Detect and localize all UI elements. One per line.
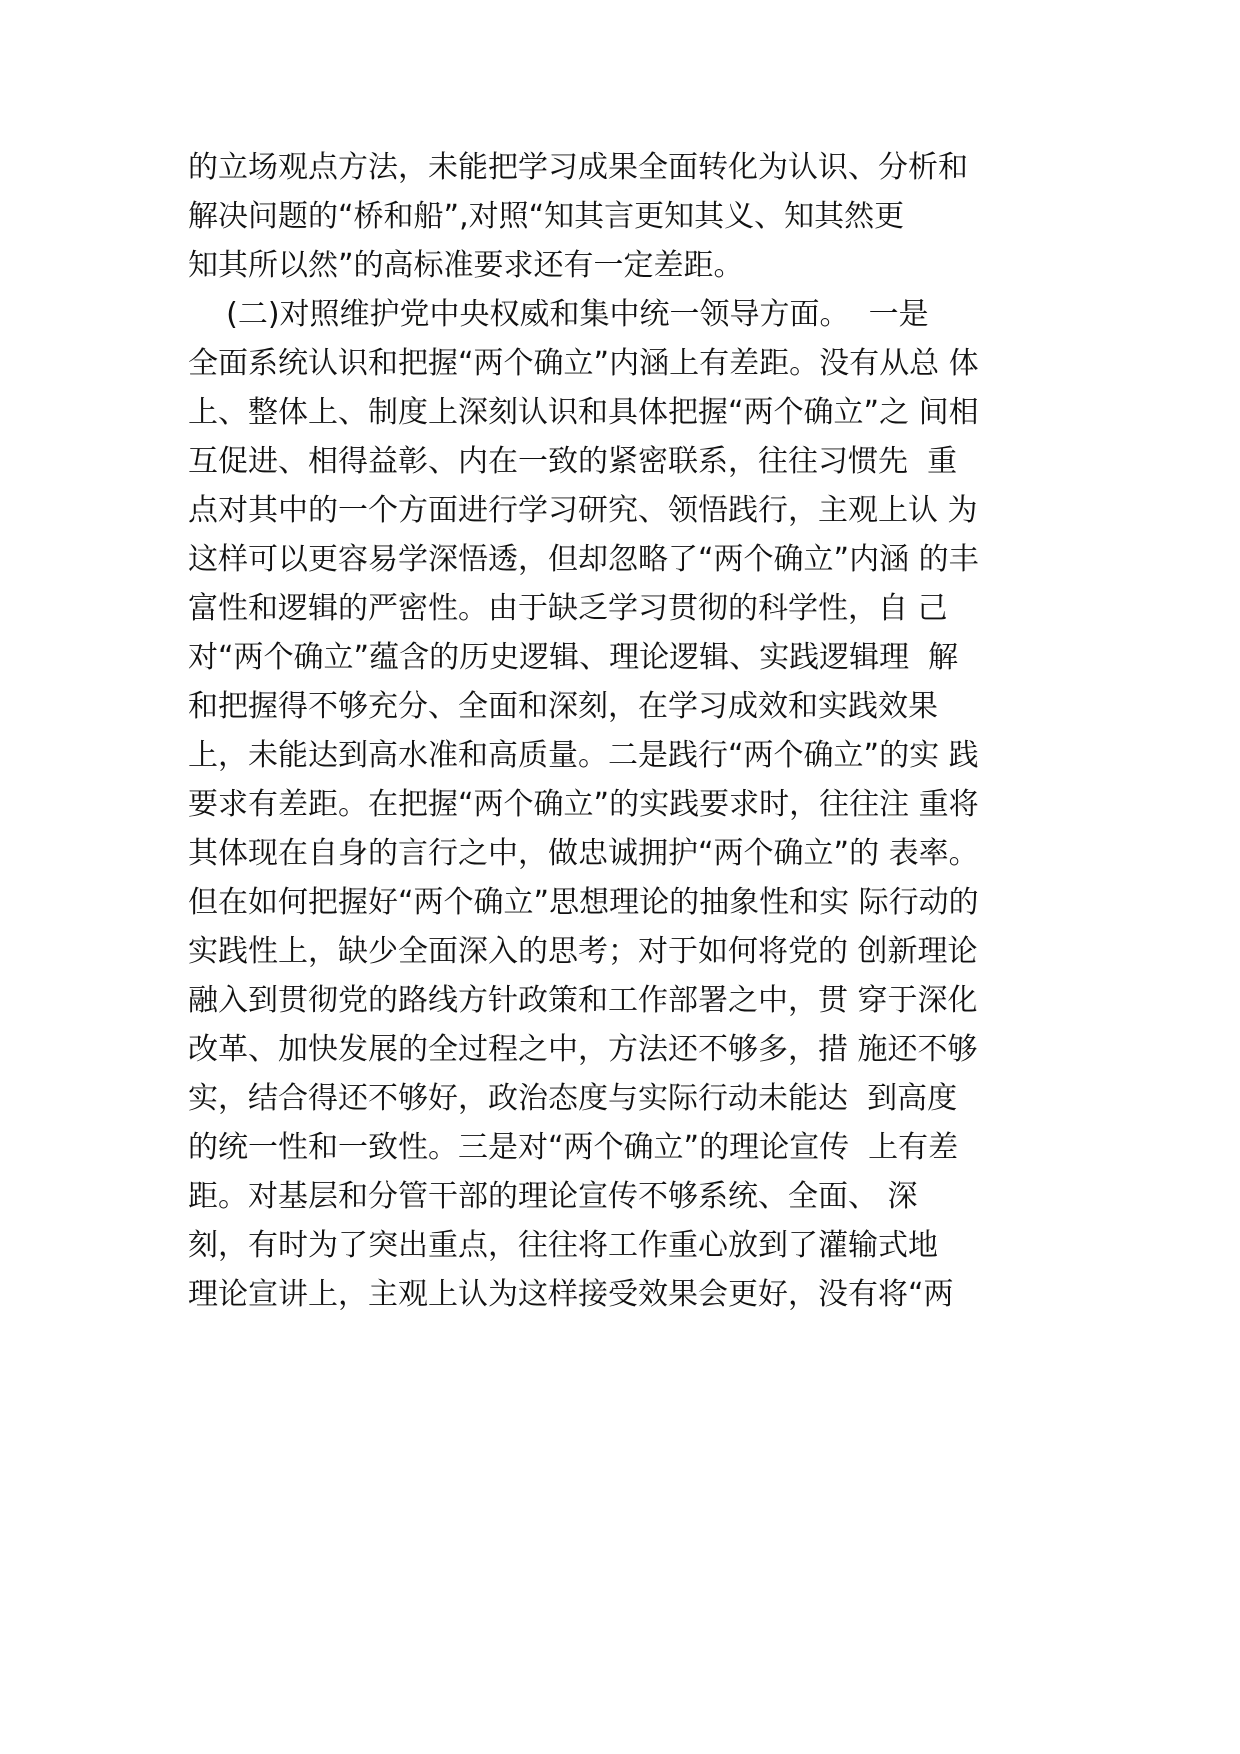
text-line: 但在如何把握好“两个确立”思想理论的抽象性和实 际行动的 [188, 885, 979, 920]
text-line: 互促进、相得益彰、内在一致的紧密联系，往往习惯先 重 [188, 444, 958, 479]
text-line: 理论宣讲上，主观上认为这样接受效果会更好，没有将“两 [188, 1277, 954, 1312]
text-line: 知其所以然”的高标准要求还有一定差距。 [188, 248, 744, 283]
text-line: 富性和逻辑的严密性。由于缺乏学习贯彻的科学性，自 己 [188, 591, 948, 626]
text-line: 上、整体上、制度上深刻认识和具体把握“两个确立”之 间相 [188, 395, 979, 430]
text-line: 改革、加快发展的全过程之中，方法还不够多，措 施还不够 [188, 1032, 978, 1067]
text-line: 解决问题的“桥和船”,对照“知其言更知其义、知其然更 [188, 199, 905, 234]
text-line: 的统一性和一致性。三是对“两个确立”的理论宣传 上有差 [188, 1130, 959, 1165]
text-line: 实践性上，缺少全面深入的思考；对于如何将党的 创新理论 [188, 934, 978, 969]
text-line: 上，未能达到高水准和高质量。二是践行“两个确立”的实 践 [188, 738, 979, 773]
text-line: 距。对基层和分管干部的理论宣传不够系统、全面、 深 [188, 1179, 918, 1214]
text-line: 全面系统认识和把握“两个确立”内涵上有差距。没有从总 体 [188, 346, 979, 381]
section-heading-line: (二)对照维护党中央权威和集中统一领导方面。 一是 [188, 297, 929, 332]
text-line: 点对其中的一个方面进行学习研究、领悟践行，主观上认 为 [188, 493, 978, 528]
text-line: 刻，有时为了突出重点，往往将工作重心放到了灌输式地 [188, 1228, 938, 1263]
text-line: 的立场观点方法，未能把学习成果全面转化为认识、分析和 [188, 150, 968, 185]
text-line: 和把握得不够充分、全面和深刻，在学习成效和实践效果 [188, 689, 938, 724]
text-line: 实，结合得还不够好，政治态度与实际行动未能达 到高度 [188, 1081, 958, 1116]
text-line: 要求有差距。在把握“两个确立”的实践要求时，往往注 重将 [188, 787, 979, 822]
text-line: 对“两个确立”蕴含的历史逻辑、理论逻辑、实践逻辑理 解 [188, 640, 959, 675]
text-line: 其体现在自身的言行之中，做忠诚拥护“两个确立”的 表率。 [188, 836, 979, 871]
text-line: 融入到贯彻党的路线方针政策和工作部署之中，贯 穿于深化 [188, 983, 978, 1018]
text-line: 这样可以更容易学深悟透，但却忽略了“两个确立”内涵 的丰 [188, 542, 979, 577]
